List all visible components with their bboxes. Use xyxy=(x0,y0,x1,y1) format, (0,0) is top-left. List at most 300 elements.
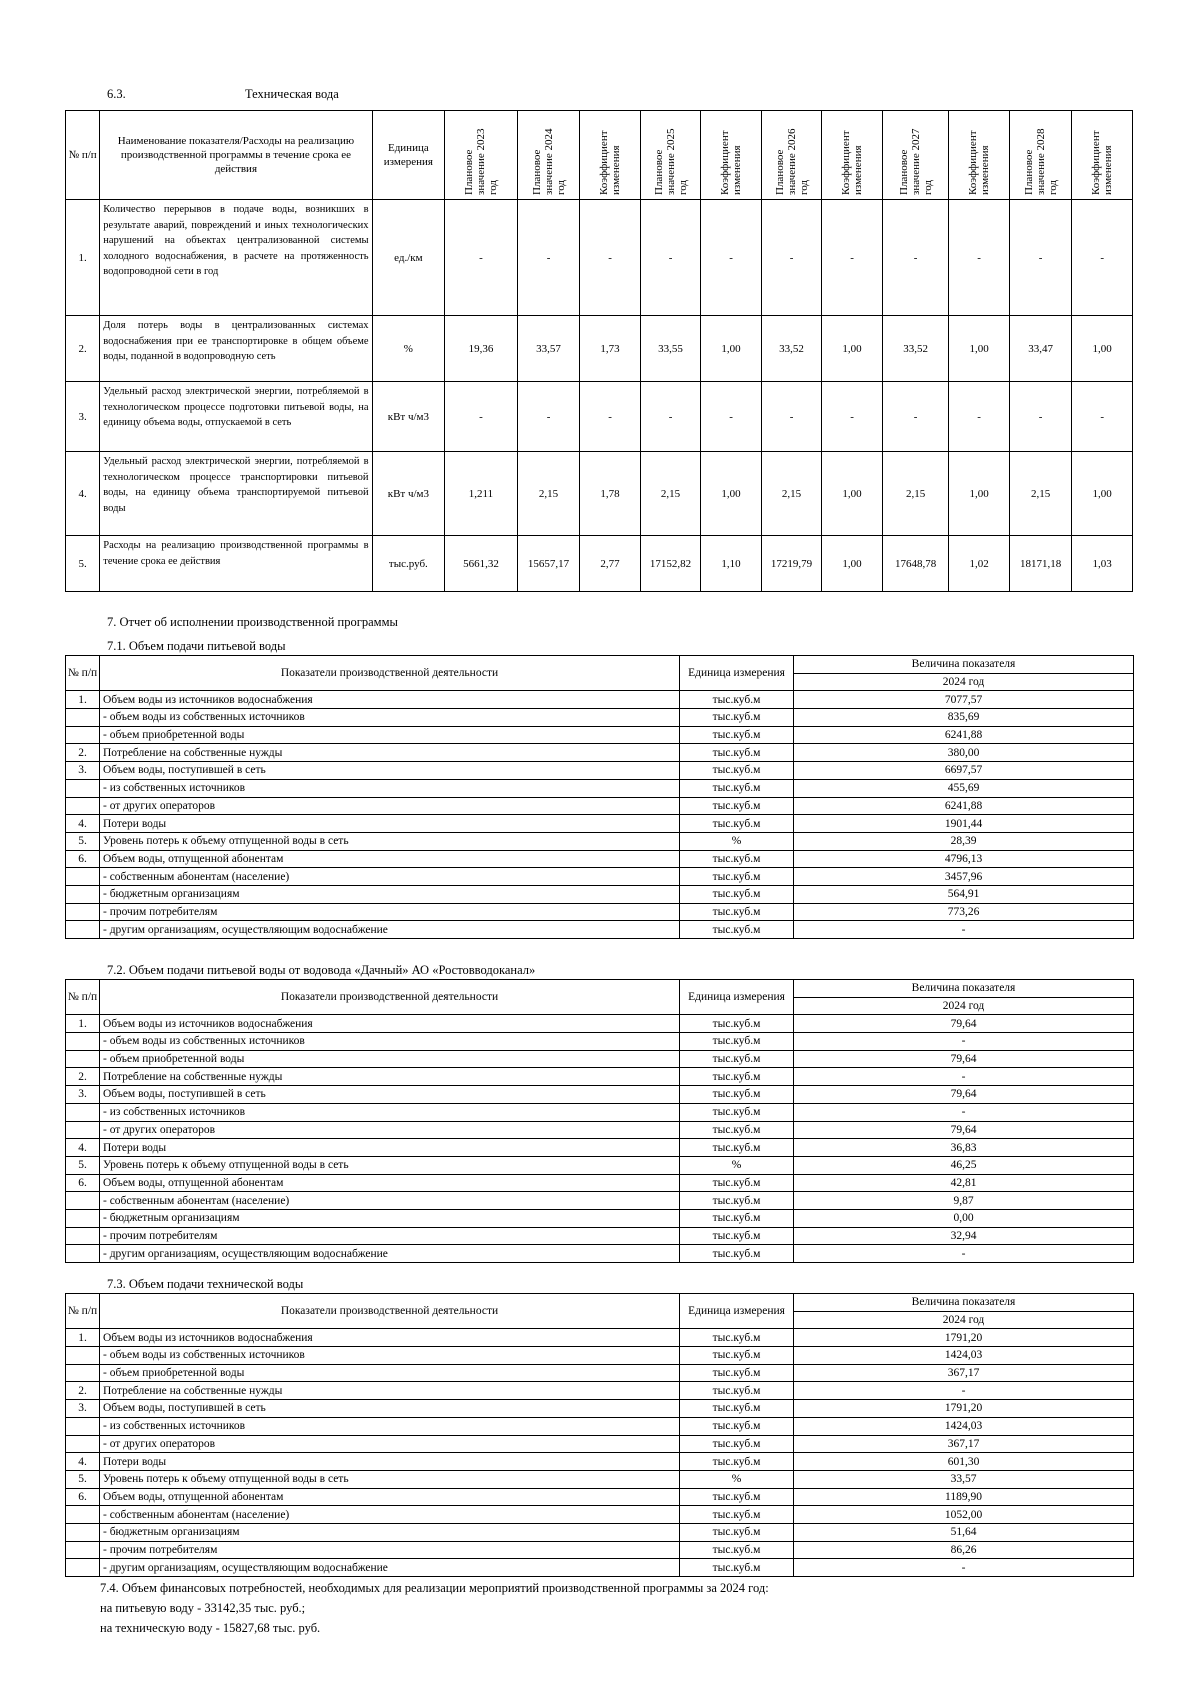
table-row xyxy=(66,1245,1134,1263)
section-74-drinking-water: на питьевую воду - 33142,35 тыс. руб.; xyxy=(100,1601,306,1615)
indicator-name: Объем воды, поступившей в сеть xyxy=(100,1400,680,1418)
indicator-name: Уровень потерь к объему отпущенной воды в сеть xyxy=(100,1156,680,1174)
value-cell: - xyxy=(949,382,1010,452)
indicator-name: - объем приобретенной воды xyxy=(100,726,680,744)
value-cell: 33,55 xyxy=(640,316,701,382)
table-row xyxy=(66,1541,1134,1559)
table-row xyxy=(66,1068,1134,1086)
row-number xyxy=(66,1435,100,1453)
value-cell: - xyxy=(640,382,701,452)
value-cell: 601,30 xyxy=(794,1453,1134,1471)
table-row xyxy=(66,1174,1134,1192)
indicator-name: - объем приобретенной воды xyxy=(100,1050,680,1068)
section-71-title: 7.1. Объем подачи питьевой воды xyxy=(107,639,286,653)
col-header-year: 2024 год xyxy=(794,997,1134,1015)
row-number: 6. xyxy=(66,1488,100,1506)
row-number: 6. xyxy=(66,1174,100,1192)
col-header-plan-2027: Плановое значение 2027 год xyxy=(882,111,949,200)
row-number: 3. xyxy=(66,762,100,780)
table-row xyxy=(66,744,1134,762)
value-cell: 2,15 xyxy=(640,452,701,536)
row-number: 5. xyxy=(66,536,100,592)
row-number xyxy=(66,868,100,886)
value-cell: 79,64 xyxy=(794,1086,1134,1104)
col-header-plan-2028: Плановое значение 2028 год xyxy=(1009,111,1072,200)
value-cell: 564,91 xyxy=(794,885,1134,903)
unit-cell: тыс.куб.м xyxy=(680,1506,794,1524)
value-cell: - xyxy=(1072,200,1133,316)
value-cell: 0,00 xyxy=(794,1209,1134,1227)
row-number xyxy=(66,1121,100,1139)
table-row xyxy=(66,1139,1134,1157)
unit-cell: тыс.куб.м xyxy=(680,1245,794,1263)
unit-cell: тыс.куб.м xyxy=(680,1523,794,1541)
unit-cell: тыс.куб.м xyxy=(680,850,794,868)
table-row xyxy=(66,726,1134,744)
indicator-name: - другим организациям, осуществляющим водоснабжение xyxy=(100,921,680,939)
value-cell: 367,17 xyxy=(794,1435,1134,1453)
value-cell: 2,15 xyxy=(761,452,822,536)
table-row xyxy=(66,382,1133,452)
indicator-name: Потребление на собственные нужды xyxy=(100,1068,680,1086)
value-cell: 28,39 xyxy=(794,832,1134,850)
row-number xyxy=(66,1559,100,1577)
value-cell: 15657,17 xyxy=(517,536,580,592)
col-header-num: № п/п xyxy=(66,111,100,200)
indicator-name: Доля потерь воды в централизованных системах водоснабжения при ее транспортировке в общем объеме воды, поданной в водопроводную сеть xyxy=(100,316,372,382)
indicator-name: Потери воды xyxy=(100,815,680,833)
value-cell: - xyxy=(794,1033,1134,1051)
table-row xyxy=(66,762,1134,780)
col-header-value: Величина показателя xyxy=(794,1294,1134,1312)
value-cell: 1901,44 xyxy=(794,815,1134,833)
value-cell: 367,17 xyxy=(794,1364,1134,1382)
value-cell: 33,52 xyxy=(761,316,822,382)
unit-cell: % xyxy=(680,1156,794,1174)
value-cell: - xyxy=(794,1559,1134,1577)
value-cell: 1424,03 xyxy=(794,1417,1134,1435)
value-cell: 2,15 xyxy=(882,452,949,536)
unit-cell: тыс.куб.м xyxy=(680,1227,794,1245)
table-row xyxy=(66,1156,1134,1174)
row-number: 2. xyxy=(66,1068,100,1086)
table-row xyxy=(66,709,1134,727)
col-header-plan-2025: Плановое значение 2025 год xyxy=(640,111,701,200)
unit-cell: тыс.куб.м xyxy=(680,1050,794,1068)
unit-cell: тыс.куб.м xyxy=(680,1541,794,1559)
table-row xyxy=(66,1417,1134,1435)
table-row xyxy=(66,1086,1134,1104)
value-cell: - xyxy=(1009,200,1072,316)
value-cell: 1,02 xyxy=(949,536,1010,592)
value-cell: - xyxy=(517,382,580,452)
value-cell: - xyxy=(701,382,762,452)
col-header-unit: Единица измерения xyxy=(372,111,445,200)
indicator-name: - собственным абонентам (население) xyxy=(100,868,680,886)
value-cell: 1,00 xyxy=(949,316,1010,382)
row-number xyxy=(66,779,100,797)
value-cell: - xyxy=(445,200,518,316)
col-header-unit: Единица измерения xyxy=(680,1294,794,1329)
unit-cell: % xyxy=(680,1470,794,1488)
value-cell: 86,26 xyxy=(794,1541,1134,1559)
col-header-coef-2028: Коэффициент изменения xyxy=(1072,111,1133,200)
indicator-name: Потери воды xyxy=(100,1139,680,1157)
table-row xyxy=(66,797,1134,815)
unit-cell: тыс.куб.м xyxy=(680,691,794,709)
col-header-num: № п/п xyxy=(66,656,100,691)
row-number: 2. xyxy=(66,1382,100,1400)
value-cell: 46,25 xyxy=(794,1156,1134,1174)
value-cell: 19,36 xyxy=(445,316,518,382)
value-cell: 17152,82 xyxy=(640,536,701,592)
unit-cell: тыс.куб.м xyxy=(680,1347,794,1365)
value-cell: 3457,96 xyxy=(794,868,1134,886)
value-cell: 455,69 xyxy=(794,779,1134,797)
table-row xyxy=(66,868,1134,886)
table-row xyxy=(66,1453,1134,1471)
indicator-name: Уровень потерь к объему отпущенной воды в сеть xyxy=(100,1470,680,1488)
indicator-name: - собственным абонентам (население) xyxy=(100,1192,680,1210)
row-number: 2. xyxy=(66,316,100,382)
unit-cell: тыс.куб.м xyxy=(680,1086,794,1104)
drinking-water-supply-table xyxy=(65,655,1134,939)
value-cell: 1,00 xyxy=(822,452,883,536)
value-cell: 1,78 xyxy=(580,452,641,536)
row-number: 4. xyxy=(66,452,100,536)
col-header-indicator: Показатели производственной деятельности xyxy=(100,656,680,691)
table-row xyxy=(66,316,1133,382)
table-row xyxy=(66,1488,1134,1506)
value-cell: 1,73 xyxy=(580,316,641,382)
table-row xyxy=(66,1329,1134,1347)
unit-cell: тыс.руб. xyxy=(372,536,445,592)
row-number: 1. xyxy=(66,691,100,709)
section-73-title: 7.3. Объем подачи технической воды xyxy=(107,1277,304,1291)
col-header-coef-2025: Коэффициент изменения xyxy=(701,111,762,200)
table-row xyxy=(66,921,1134,939)
value-cell: - xyxy=(794,1245,1134,1263)
unit-cell: тыс.куб.м xyxy=(680,1417,794,1435)
indicator-name: - прочим потребителям xyxy=(100,903,680,921)
unit-cell: тыс.куб.м xyxy=(680,903,794,921)
row-number: 1. xyxy=(66,1329,100,1347)
table-row xyxy=(66,200,1133,316)
row-number xyxy=(66,903,100,921)
row-number: 5. xyxy=(66,1470,100,1488)
value-cell: 17219,79 xyxy=(761,536,822,592)
value-cell: 6241,88 xyxy=(794,797,1134,815)
value-cell: - xyxy=(794,921,1134,939)
unit-cell: тыс.куб.м xyxy=(680,1435,794,1453)
value-cell: 42,81 xyxy=(794,1174,1134,1192)
value-cell: 1,10 xyxy=(701,536,762,592)
table-row xyxy=(66,1470,1134,1488)
row-number: 4. xyxy=(66,815,100,833)
value-cell: 1,211 xyxy=(445,452,518,536)
unit-cell: тыс.куб.м xyxy=(680,762,794,780)
plan-indicators-table xyxy=(65,110,1133,592)
value-cell: - xyxy=(794,1068,1134,1086)
col-header-indicator: Показатели производственной деятельности xyxy=(100,1294,680,1329)
unit-cell: тыс.куб.м xyxy=(680,1015,794,1033)
value-cell: 1424,03 xyxy=(794,1347,1134,1365)
indicator-name: - из собственных источников xyxy=(100,1417,680,1435)
table-row xyxy=(66,1364,1134,1382)
indicator-name: - от других операторов xyxy=(100,797,680,815)
unit-cell: тыс.куб.м xyxy=(680,1033,794,1051)
table-row xyxy=(66,1033,1134,1051)
col-header-coef-2027: Коэффициент изменения xyxy=(949,111,1010,200)
row-number xyxy=(66,726,100,744)
table-header-row xyxy=(66,656,1134,674)
col-header-num: № п/п xyxy=(66,1294,100,1329)
unit-cell: тыс.куб.м xyxy=(680,1382,794,1400)
indicator-name: Количество перерывов в подаче воды, возникших в результате аварий, повреждений и иных технологических нарушений на объектах централизованной системы холодного водоснабжения, в расчете на протяженность водопроводной сети в год xyxy=(100,200,372,316)
table-row xyxy=(66,1382,1134,1400)
section-74-technical-water: на техническую воду - 15827,68 тыс. руб. xyxy=(100,1621,321,1635)
row-number xyxy=(66,1050,100,1068)
indicator-name: - бюджетным организациям xyxy=(100,885,680,903)
table-row xyxy=(66,1227,1134,1245)
col-header-unit: Единица измерения xyxy=(680,656,794,691)
value-cell: 1,03 xyxy=(1072,536,1133,592)
indicator-name: Потери воды xyxy=(100,1453,680,1471)
value-cell: 18171,18 xyxy=(1009,536,1072,592)
value-cell: 773,26 xyxy=(794,903,1134,921)
value-cell: 2,15 xyxy=(517,452,580,536)
table-row xyxy=(66,1506,1134,1524)
table-header-row xyxy=(66,1294,1134,1312)
section-63-title: Техническая вода xyxy=(245,87,339,101)
table-row xyxy=(66,536,1133,592)
value-cell: 6697,57 xyxy=(794,762,1134,780)
section-72-title: 7.2. Объем подачи питьевой воды от водовода «Дачный» АО «Ростовводоканал» xyxy=(107,963,536,977)
row-number xyxy=(66,1103,100,1121)
unit-cell: кВт ч/м3 xyxy=(372,452,445,536)
indicator-name: Объем воды, отпущенной абонентам xyxy=(100,850,680,868)
value-cell: 1,00 xyxy=(1072,316,1133,382)
value-cell: - xyxy=(701,200,762,316)
col-header-plan-2023: Плановое значение 2023 год xyxy=(445,111,518,200)
value-cell: 380,00 xyxy=(794,744,1134,762)
value-cell: 33,57 xyxy=(794,1470,1134,1488)
row-number: 4. xyxy=(66,1139,100,1157)
indicator-name: - бюджетным организациям xyxy=(100,1209,680,1227)
table-row xyxy=(66,1523,1134,1541)
value-cell: 2,15 xyxy=(1009,452,1072,536)
unit-cell: тыс.куб.м xyxy=(680,885,794,903)
value-cell: 2,77 xyxy=(580,536,641,592)
value-cell: 79,64 xyxy=(794,1121,1134,1139)
indicator-name: Объем воды из источников водоснабжения xyxy=(100,691,680,709)
value-cell: 4796,13 xyxy=(794,850,1134,868)
dachny-water-supply-table xyxy=(65,979,1134,1263)
value-cell: 1,00 xyxy=(822,316,883,382)
value-cell: - xyxy=(882,382,949,452)
col-header-year: 2024 год xyxy=(794,673,1134,691)
table-header-row xyxy=(66,111,1133,200)
indicator-name: Объем воды, отпущенной абонентам xyxy=(100,1174,680,1192)
unit-cell: тыс.куб.м xyxy=(680,1068,794,1086)
value-cell: - xyxy=(949,200,1010,316)
indicator-name: Объем воды из источников водоснабжения xyxy=(100,1015,680,1033)
col-header-plan-2026: Плановое значение 2026 год xyxy=(761,111,822,200)
unit-cell: тыс.куб.м xyxy=(680,1559,794,1577)
value-cell: 835,69 xyxy=(794,709,1134,727)
value-cell: 33,52 xyxy=(882,316,949,382)
unit-cell: тыс.куб.м xyxy=(680,1121,794,1139)
col-header-value: Величина показателя xyxy=(794,980,1134,998)
unit-cell: тыс.куб.м xyxy=(680,779,794,797)
value-cell: - xyxy=(822,382,883,452)
value-cell: 6241,88 xyxy=(794,726,1134,744)
row-number xyxy=(66,1245,100,1263)
indicator-name: Потребление на собственные нужды xyxy=(100,744,680,762)
row-number xyxy=(66,709,100,727)
value-cell: - xyxy=(794,1103,1134,1121)
indicator-name: Объем воды, поступившей в сеть xyxy=(100,762,680,780)
indicator-name: - другим организациям, осуществляющим водоснабжение xyxy=(100,1559,680,1577)
indicator-name: - другим организациям, осуществляющим водоснабжение xyxy=(100,1245,680,1263)
table-row xyxy=(66,1103,1134,1121)
table-row xyxy=(66,1435,1134,1453)
row-number xyxy=(66,921,100,939)
value-cell: - xyxy=(761,200,822,316)
table-row xyxy=(66,1209,1134,1227)
unit-cell: % xyxy=(680,832,794,850)
table-row xyxy=(66,815,1134,833)
row-number xyxy=(66,1506,100,1524)
indicator-name: - собственным абонентам (население) xyxy=(100,1506,680,1524)
value-cell: 1791,20 xyxy=(794,1400,1134,1418)
table-row xyxy=(66,1400,1134,1418)
value-cell: - xyxy=(794,1382,1134,1400)
value-cell: 33,57 xyxy=(517,316,580,382)
unit-cell: % xyxy=(372,316,445,382)
value-cell: 79,64 xyxy=(794,1015,1134,1033)
row-number: 1. xyxy=(66,200,100,316)
table-row xyxy=(66,779,1134,797)
value-cell: - xyxy=(1009,382,1072,452)
row-number xyxy=(66,1541,100,1559)
col-header-year: 2024 год xyxy=(794,1311,1134,1329)
value-cell: - xyxy=(517,200,580,316)
table-row xyxy=(66,832,1134,850)
value-cell: 9,87 xyxy=(794,1192,1134,1210)
unit-cell: тыс.куб.м xyxy=(680,709,794,727)
value-cell: - xyxy=(640,200,701,316)
table-row xyxy=(66,1015,1134,1033)
indicator-name: Объем воды, отпущенной абонентам xyxy=(100,1488,680,1506)
value-cell: 17648,78 xyxy=(882,536,949,592)
row-number: 3. xyxy=(66,1400,100,1418)
row-number: 2. xyxy=(66,744,100,762)
indicator-name: - из собственных источников xyxy=(100,779,680,797)
value-cell: 36,83 xyxy=(794,1139,1134,1157)
unit-cell: тыс.куб.м xyxy=(680,1488,794,1506)
indicator-name: - объем приобретенной воды xyxy=(100,1364,680,1382)
unit-cell: тыс.куб.м xyxy=(680,868,794,886)
indicator-name: - объем воды из собственных источников xyxy=(100,1347,680,1365)
table-row xyxy=(66,1347,1134,1365)
value-cell: 1,00 xyxy=(949,452,1010,536)
col-header-unit: Единица измерения xyxy=(680,980,794,1015)
row-number xyxy=(66,1033,100,1051)
indicator-name: Расходы на реализацию производственной программы в течение срока ее действия xyxy=(100,536,372,592)
unit-cell: тыс.куб.м xyxy=(680,1139,794,1157)
row-number: 5. xyxy=(66,1156,100,1174)
unit-cell: ед./км xyxy=(372,200,445,316)
unit-cell: тыс.куб.м xyxy=(680,797,794,815)
row-number: 4. xyxy=(66,1453,100,1471)
row-number: 3. xyxy=(66,1086,100,1104)
row-number xyxy=(66,797,100,815)
indicator-name: - объем воды из собственных источников xyxy=(100,1033,680,1051)
table-row xyxy=(66,903,1134,921)
row-number xyxy=(66,885,100,903)
col-header-value: Величина показателя xyxy=(794,656,1134,674)
unit-cell: кВт ч/м3 xyxy=(372,382,445,452)
row-number xyxy=(66,1347,100,1365)
row-number xyxy=(66,1209,100,1227)
indicator-name: - из собственных источников xyxy=(100,1103,680,1121)
table-row xyxy=(66,1192,1134,1210)
row-number: 6. xyxy=(66,850,100,868)
indicator-name: - прочим потребителям xyxy=(100,1227,680,1245)
row-number: 5. xyxy=(66,832,100,850)
value-cell: 7077,57 xyxy=(794,691,1134,709)
unit-cell: тыс.куб.м xyxy=(680,1329,794,1347)
table-header-row xyxy=(66,980,1134,998)
unit-cell: тыс.куб.м xyxy=(680,744,794,762)
indicator-name: Объем воды, поступившей в сеть xyxy=(100,1086,680,1104)
value-cell: - xyxy=(1072,382,1133,452)
value-cell: 1791,20 xyxy=(794,1329,1134,1347)
value-cell: 1,00 xyxy=(1072,452,1133,536)
unit-cell: тыс.куб.м xyxy=(680,1453,794,1471)
indicator-name: Потребление на собственные нужды xyxy=(100,1382,680,1400)
table-row xyxy=(66,691,1134,709)
row-number xyxy=(66,1523,100,1541)
unit-cell: тыс.куб.м xyxy=(680,1192,794,1210)
section-7-title: 7. Отчет об исполнении производственной программы xyxy=(107,615,398,629)
section-63-number: 6.3. xyxy=(107,87,126,101)
value-cell: 51,64 xyxy=(794,1523,1134,1541)
unit-cell: тыс.куб.м xyxy=(680,1174,794,1192)
value-cell: - xyxy=(580,382,641,452)
col-header-num: № п/п xyxy=(66,980,100,1015)
value-cell: 32,94 xyxy=(794,1227,1134,1245)
col-header-plan-2024: Плановое значение 2024 год xyxy=(517,111,580,200)
indicator-name: Уровень потерь к объему отпущенной воды в сеть xyxy=(100,832,680,850)
row-number xyxy=(66,1417,100,1435)
value-cell: - xyxy=(882,200,949,316)
unit-cell: тыс.куб.м xyxy=(680,1103,794,1121)
value-cell: 33,47 xyxy=(1009,316,1072,382)
table-row xyxy=(66,850,1134,868)
value-cell: 1,00 xyxy=(701,316,762,382)
value-cell: 79,64 xyxy=(794,1050,1134,1068)
value-cell: - xyxy=(822,200,883,316)
table-row xyxy=(66,1121,1134,1139)
value-cell: 1,00 xyxy=(822,536,883,592)
col-header-indicator: Показатели производственной деятельности xyxy=(100,980,680,1015)
col-header-name: Наименование показателя/Расходы на реализацию производственной программы в течение срока ее действия xyxy=(100,111,372,200)
value-cell: 1189,90 xyxy=(794,1488,1134,1506)
row-number: 3. xyxy=(66,382,100,452)
table-row xyxy=(66,452,1133,536)
